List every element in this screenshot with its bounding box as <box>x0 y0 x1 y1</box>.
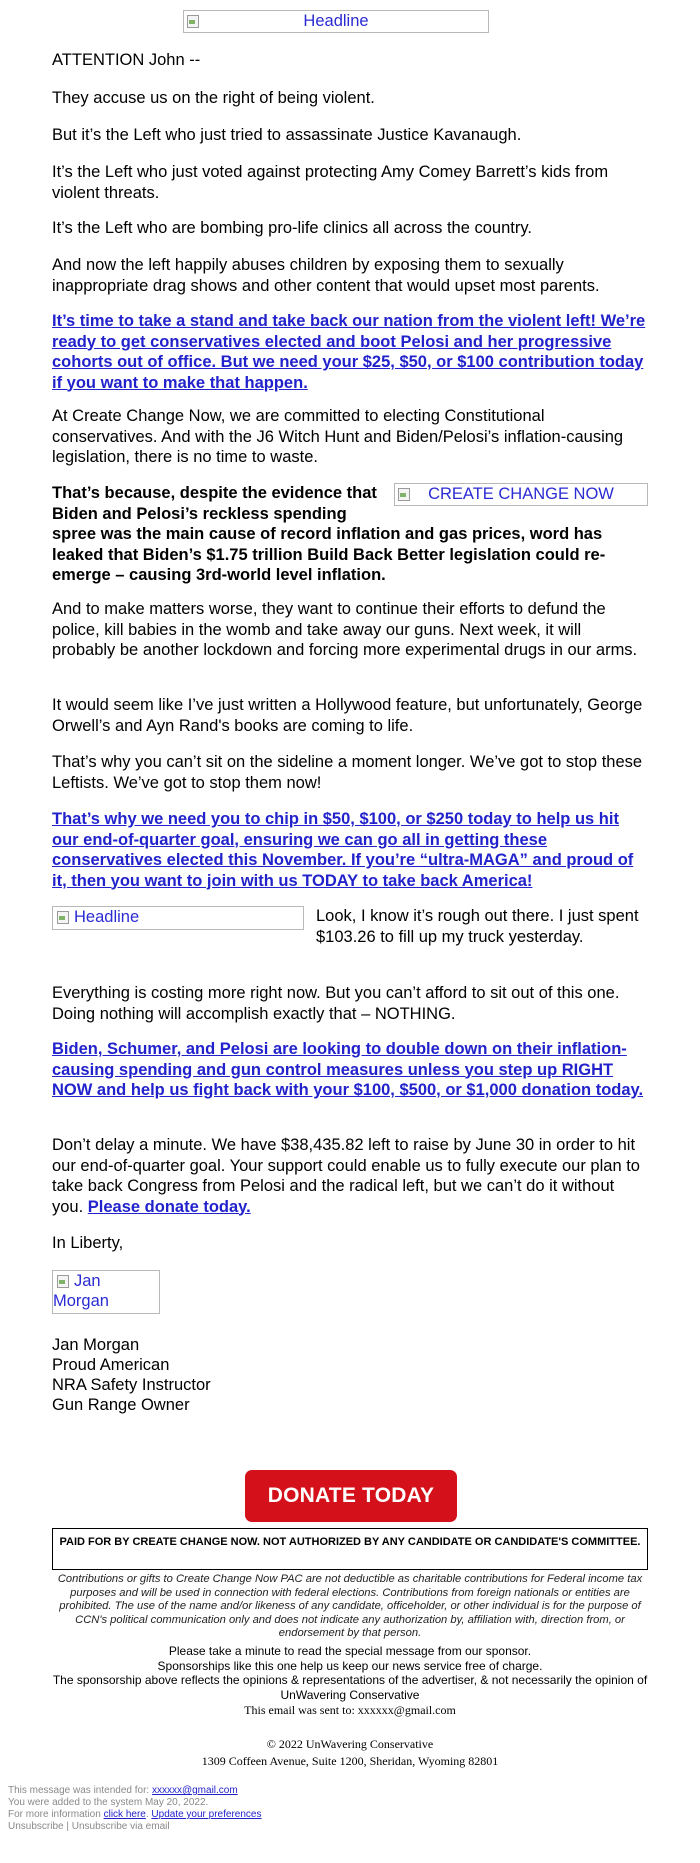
sponsor-line-1: Please take a minute to read the special message from our sponsor. <box>168 1644 532 1658</box>
bold-paragraph-text: That’s because, despite the evidence that Biden and Pelosi’s reckless spending spree was the main cause of record inflation and gas prices, word has leaked that Biden’s $1.75 trillion Build Back Better legislation could re-emerge – causing 3rd-world level inflation. <box>52 484 606 584</box>
signature-image[interactable] <box>52 1270 160 1314</box>
paragraph-1: They accuse us on the right of being violent. <box>52 89 375 107</box>
broken-image-icon <box>56 1274 70 1288</box>
mailing-address: 1309 Coffeen Avenue, Suite 1200, Sheridan, Wyoming 82801 <box>201 1754 499 1768</box>
paragraph-8: It would seem like I’ve just written a Hollywood feature, but unfortunately, George Orwell’s and Ayn Rand's books are coming to life. <box>52 696 643 735</box>
donate-link-1[interactable]: It’s time to take a stand and take back our nation from the violent left! We’re ready to get conservatives elected and boot Pelosi and her progressive cohorts out of office. But we need your $25, $50, or $100 contribution today if you want to make that happen. <box>52 312 646 392</box>
footer-intended-email-link[interactable]: xxxxxx@gmail.com <box>151 1785 238 1796</box>
broken-image-icon <box>56 910 70 924</box>
paragraph-6: At Create Change Now, we are committed to electing Constitutional conservatives. And with the J6 Witch Hunt and Biden/Pelosi’s inflation-causing legislation, there is no time to waste. <box>52 407 624 466</box>
truck-paragraph <box>52 906 648 947</box>
footer-intended <box>8 1785 688 1797</box>
unsubscribe-email-link[interactable]: Unsubscribe via email <box>71 1821 170 1832</box>
update-preferences-link[interactable]: Update your preferences <box>151 1809 262 1820</box>
footer-intended-label: This message was intended for: <box>8 1785 150 1796</box>
signer-title-3: Gun Range Owner <box>52 1396 190 1414</box>
paragraph-3: It’s the Left who just voted against protecting Amy Comey Barrett’s kids from violent threats. <box>52 163 609 202</box>
unsubscribe-link[interactable]: Unsubscribe <box>8 1821 64 1832</box>
paragraph-12-text: Don’t delay a minute. We have $38,435.82 left to raise by June 30 in order to hit our end-of-quarter goal. Your support could enable us to fully execute our plan to take back Congress from Pelosi and the radical left, but we can’t do it without you. <box>52 1136 640 1216</box>
mid-headline-image[interactable] <box>52 906 304 930</box>
sponsor-notice <box>30 1644 670 1702</box>
header-image[interactable] <box>183 10 489 33</box>
signature-image-alt: Jan Morgan <box>53 1272 109 1310</box>
paragraph-9: That’s why you can’t sit on the sideline a moment longer. We’ve got to stop these Leftists. We’ve got to stop them now! <box>52 753 643 792</box>
paid-for-box: PAID FOR BY CREATE CHANGE NOW. NOT AUTHORIZED BY ANY CANDIDATE OR CANDIDATE'S COMMITTEE. <box>52 1528 648 1570</box>
truck-paragraph-text: Look, I know it’s rough out there. I just spent $103.26 to fill up my truck yesterday. <box>316 907 639 946</box>
sent-to-line: This email was sent to: xxxxxx@gmail.com <box>244 1703 456 1717</box>
donate-link-3[interactable]: Biden, Schumer, and Pelosi are looking to double down on their inflation-causing spending and gun control measures unless you step up RIGHT NOW and help us fight back with your $100, $500, or $1,000 donation today. <box>52 1040 644 1099</box>
signer-name: Jan Morgan <box>52 1336 140 1354</box>
create-change-now-image[interactable] <box>394 483 648 506</box>
copyright: © 2022 UnWavering Conservative <box>266 1737 434 1751</box>
copyright-block <box>30 1736 670 1770</box>
signer-title-1: Proud American <box>52 1356 170 1374</box>
footer-more-info-label: For more information <box>8 1809 101 1820</box>
create-change-now-image-alt: CREATE CHANGE NOW <box>428 485 614 503</box>
broken-image-icon <box>397 487 411 501</box>
closing: In Liberty, <box>52 1234 124 1252</box>
paragraph-11: Everything is costing more right now. But you can’t afford to sit out of this one. Doing nothing will accomplish exactly that – NOTHING. <box>52 984 620 1023</box>
broken-image-icon <box>186 14 200 28</box>
email-footer <box>8 1785 688 1833</box>
donate-link-2[interactable]: That’s why we need you to chip in $50, $100, or $250 today to help us hit our end-of-quarter goal, ensuring we can go all in getting these conservatives elected this November. If you’re “ultra-MAGA” and proud of it, then you want to join with us TODAY to take back America! <box>52 810 634 890</box>
bold-paragraph <box>52 483 648 586</box>
click-here-link[interactable]: click here <box>103 1809 146 1820</box>
footer-unsubscribe <box>8 1821 688 1833</box>
header-image-alt: Headline <box>303 12 369 30</box>
paragraph-2: But it’s the Left who just tried to assassinate Justice Kavanaugh. <box>52 126 522 144</box>
paragraph-12 <box>52 1135 648 1217</box>
paragraph-5: And now the left happily abuses children by exposing them to sexually inappropriate drag shows and other content that would upset most parents. <box>52 256 600 295</box>
please-donate-link[interactable]: Please donate today. <box>87 1197 251 1216</box>
greeting: ATTENTION John -- <box>52 51 201 69</box>
contribution-disclaimer: Contributions or gifts to Create Change Now PAC are not deductible as charitable contributions for Federal income tax purposes and will be used in connection with federal elections. Contributions from foreign nationals or entities are prohibited. The use of the name and/or likeness of any candidate, officeholder, or other individual is for the purpose of CCN's political communication only and does not indicate any authorization by, affiliation with, direction from, or endorsement by that person. <box>57 1573 643 1639</box>
signer-title-2: NRA Safety Instructor <box>52 1376 211 1394</box>
footer-separator: | <box>66 1821 69 1832</box>
donate-today-button[interactable]: DONATE TODAY <box>245 1470 457 1522</box>
paragraph-7: And to make matters worse, they want to continue their efforts to defund the police, kill babies in the womb and take away our guns. Next week, it will probably be another lockdown and forcing more experimental drugs in our arms. <box>52 600 638 659</box>
paragraph-4: It’s the Left who are bombing pro-life clinics all across the country. <box>52 219 532 237</box>
footer-more-info: For more information click here. Update your preferences <box>8 1809 262 1820</box>
footer-added: You were added to the system May 20, 2022. <box>8 1797 209 1808</box>
mid-headline-image-alt: Headline <box>74 908 140 926</box>
sponsor-line-3: The sponsorship above reflects the opinions & representations of the advertiser, & not necessarily the opinion of UnWavering Conservative <box>52 1673 648 1702</box>
sponsor-line-2: Sponsorships like this one help us keep our news service free of charge. <box>157 1658 543 1673</box>
